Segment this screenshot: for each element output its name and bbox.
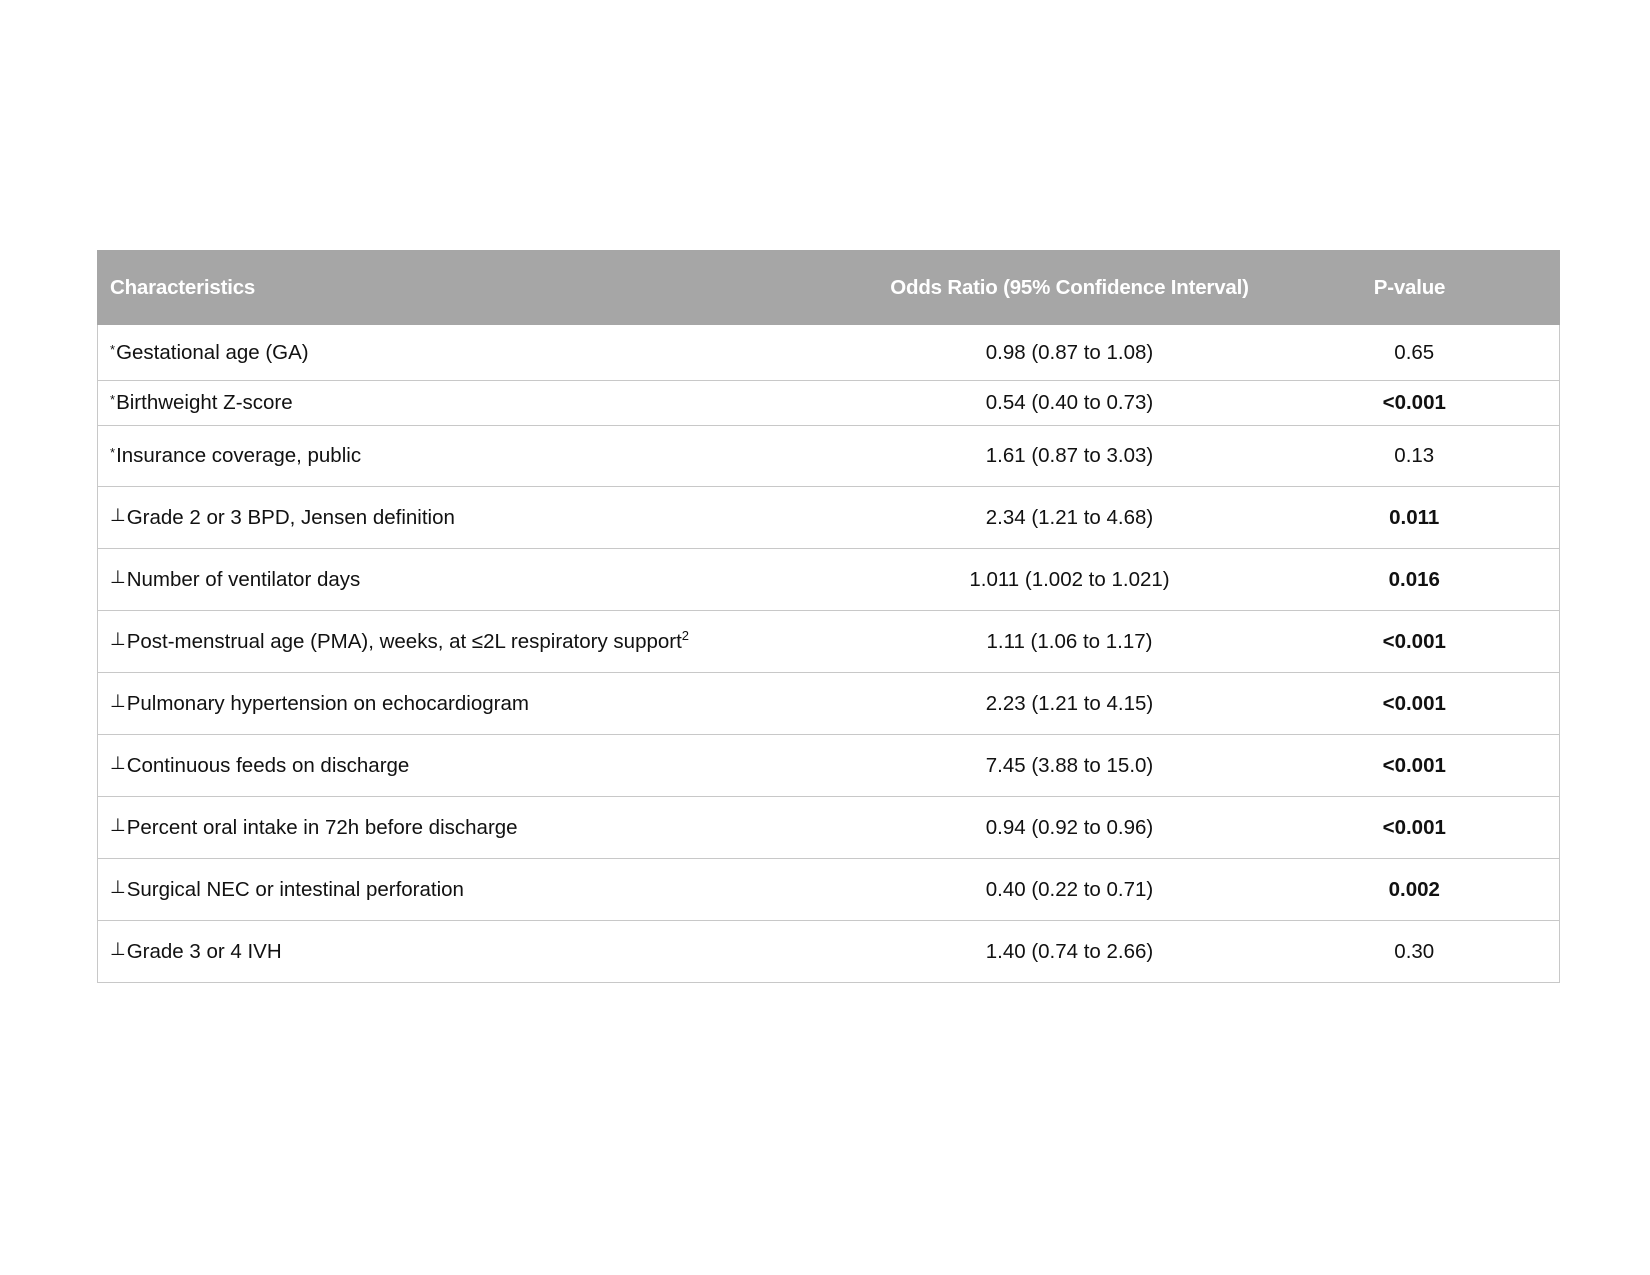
characteristic-cell <box>98 549 870 611</box>
characteristic-label: Percent oral intake in 72h before discharge <box>126 816 518 839</box>
p-value-cell: 0.30 <box>1270 921 1560 983</box>
characteristic-label: Birthweight Z-score <box>116 391 293 414</box>
odds-ratio-cell: 2.34 (1.21 to 4.68) <box>870 487 1270 549</box>
odds-ratio-cell: 0.94 (0.92 to 0.96) <box>870 797 1270 859</box>
characteristic-label: Surgical NEC or intestinal perforation <box>126 878 464 901</box>
characteristic-mark: * <box>110 445 116 460</box>
characteristic-cell <box>98 325 870 381</box>
characteristic-cell <box>98 859 870 921</box>
characteristic-label: Insurance coverage, public <box>116 444 362 467</box>
table-row <box>98 325 1560 381</box>
characteristic-cell <box>98 673 870 735</box>
characteristic-mark: ⊥ <box>110 815 126 835</box>
header-row <box>98 251 1560 325</box>
characteristic-cell <box>98 381 870 426</box>
characteristic-mark: ⊥ <box>110 939 126 959</box>
odds-ratio-cell: 7.45 (3.88 to 15.0) <box>870 735 1270 797</box>
odds-ratio-cell: 1.40 (0.74 to 2.66) <box>870 921 1270 983</box>
characteristic-label: Continuous feeds on discharge <box>126 754 410 777</box>
table-row <box>98 487 1560 549</box>
header-odds-ratio: Odds Ratio (95% Confidence Interval) <box>870 251 1270 325</box>
table-row <box>98 549 1560 611</box>
characteristic-mark: ⊥ <box>110 753 126 773</box>
characteristic-mark: ⊥ <box>110 567 126 587</box>
characteristic-label: Grade 2 or 3 BPD, Jensen definition <box>126 506 455 529</box>
p-value-cell: 0.65 <box>1270 325 1560 381</box>
table-row <box>98 611 1560 673</box>
characteristic-mark: ⊥ <box>110 505 126 525</box>
p-value-cell: <0.001 <box>1270 381 1560 426</box>
characteristic-cell <box>98 735 870 797</box>
odds-ratio-table <box>97 250 1560 983</box>
characteristic-mark: ⊥ <box>110 629 126 649</box>
table-row <box>98 859 1560 921</box>
characteristic-cell <box>98 921 870 983</box>
table-row <box>98 673 1560 735</box>
characteristic-mark: * <box>110 392 116 407</box>
odds-ratio-cell: 0.98 (0.87 to 1.08) <box>870 325 1270 381</box>
odds-ratio-cell: 1.11 (1.06 to 1.17) <box>870 611 1270 673</box>
characteristic-cell <box>98 611 870 673</box>
odds-ratio-cell: 0.40 (0.22 to 0.71) <box>870 859 1270 921</box>
characteristic-label: Post-menstrual age (PMA), weeks, at ≤2L respiratory support <box>126 630 682 653</box>
odds-ratio-cell: 2.23 (1.21 to 4.15) <box>870 673 1270 735</box>
odds-ratio-table-container <box>97 250 1559 983</box>
p-value-cell: <0.001 <box>1270 735 1560 797</box>
characteristic-mark: ⊥ <box>110 877 126 897</box>
characteristic-label: Grade 3 or 4 IVH <box>126 940 282 963</box>
p-value-cell: 0.011 <box>1270 487 1560 549</box>
table-header <box>98 251 1560 325</box>
p-value-cell: <0.001 <box>1270 797 1560 859</box>
characteristic-cell <box>98 426 870 487</box>
characteristic-label: Pulmonary hypertension on echocardiogram <box>126 692 529 715</box>
table-row <box>98 797 1560 859</box>
odds-ratio-cell: 0.54 (0.40 to 0.73) <box>870 381 1270 426</box>
characteristic-cell <box>98 797 870 859</box>
odds-ratio-cell: 1.61 (0.87 to 3.03) <box>870 426 1270 487</box>
table-row <box>98 921 1560 983</box>
odds-ratio-cell: 1.011 (1.002 to 1.021) <box>870 549 1270 611</box>
p-value-cell: 0.13 <box>1270 426 1560 487</box>
characteristic-label: Gestational age (GA) <box>116 340 309 364</box>
p-value-cell: <0.001 <box>1270 611 1560 673</box>
table-row <box>98 381 1560 426</box>
table-row <box>98 426 1560 487</box>
header-characteristics: Characteristics <box>98 251 870 325</box>
characteristic-mark: * <box>110 341 116 357</box>
footnote-marker: 2 <box>681 628 690 643</box>
characteristic-cell <box>98 487 870 549</box>
table-row <box>98 735 1560 797</box>
p-value-cell: 0.016 <box>1270 549 1560 611</box>
table-body <box>98 325 1560 983</box>
characteristic-mark: ⊥ <box>110 691 126 711</box>
p-value-cell: <0.001 <box>1270 673 1560 735</box>
p-value-cell: 0.002 <box>1270 859 1560 921</box>
characteristic-label: Number of ventilator days <box>126 568 361 591</box>
header-p-value: P-value <box>1270 251 1560 325</box>
